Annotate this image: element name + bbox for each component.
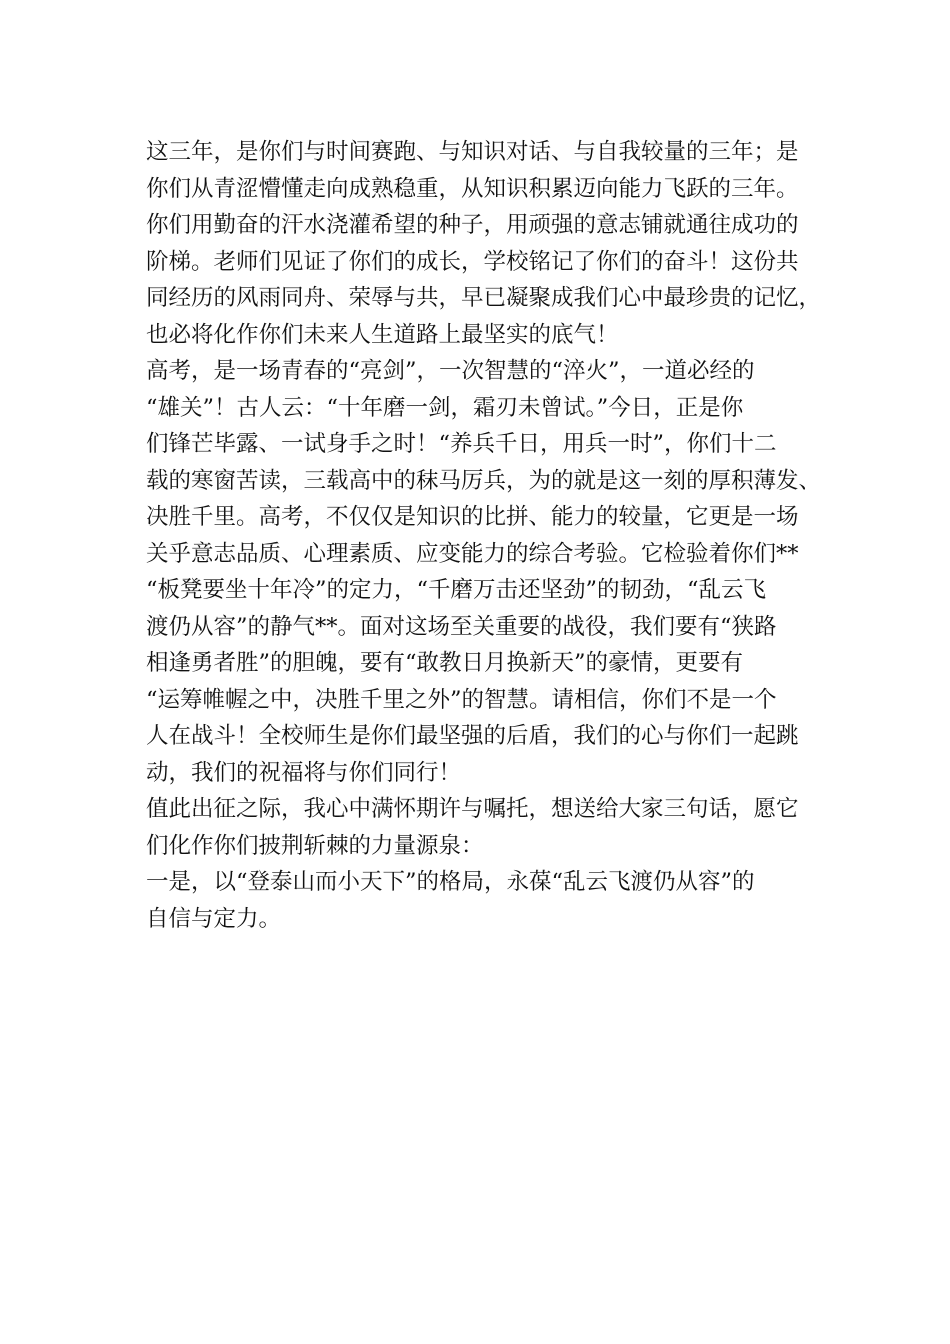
text-line: 渡仍从容”的静气**。面对这场至关重要的战役，我们要有“狭路 bbox=[146, 613, 777, 640]
document-body bbox=[146, 134, 822, 937]
text-line: 自信与定力。 bbox=[146, 905, 282, 932]
text-line: “板凳要坐十年冷”的定力，“千磨万击还坚劲”的韧劲，“乱云飞 bbox=[146, 577, 767, 603]
text-line: 们锋芒毕露、一试身手之时！“养兵千日，用兵一时”，你们十二 bbox=[146, 431, 777, 457]
text-line: 同经历的风雨同舟、荣辱与共，早已凝聚成我们心中最珍贵的记忆， bbox=[146, 285, 822, 311]
text-line: 高考，是一场青春的“亮剑”，一次智慧的“淬火”，一道必经的 bbox=[146, 358, 755, 384]
text-line: 值此出征之际，我心中满怀期许与嘱托，想送给大家三句话，愿它 bbox=[146, 796, 799, 822]
text-line: 你们从青涩懵懂走向成熟稳重，从知识积累迈向能力飞跃的三年。 bbox=[146, 175, 799, 202]
text-line: “运筹帷幄之中，决胜千里之外”的智慧。请相信，你们不是一个 bbox=[146, 686, 777, 713]
text-line: 相逢勇者胜”的胆魄，要有“敢教日月换新天”的豪情，更要有 bbox=[146, 650, 744, 676]
text-line: 关乎意志品质、心理素质、应变能力的综合考验。它检验着你们** bbox=[146, 540, 799, 567]
text-line: “雄关”！古人云：“十年磨一剑，霜刃未曾试。”今日，正是你 bbox=[146, 394, 744, 421]
text-line: 们化作你们披荆斩棘的力量源泉： bbox=[146, 832, 484, 859]
text-line: 载的寒窗苦读，三载高中的秣马厉兵，为的就是这一刻的厚积薄发、 bbox=[146, 467, 822, 494]
text-line: 也必将化作你们未来人生道路上最坚实的底气！ bbox=[146, 321, 619, 348]
text-line: 决胜千里。高考，不仅仅是知识的比拼、能力的较量，它更是一场 bbox=[146, 504, 799, 530]
text-line: 阶梯。老师们见证了你们的成长，学校铭记了你们的奋斗！这份共 bbox=[146, 248, 799, 275]
text-line: 人在战斗！全校师生是你们最坚强的后盾，我们的心与你们一起跳 bbox=[146, 723, 799, 749]
text-line: 动，我们的祝福将与你们同行！ bbox=[146, 759, 462, 786]
text-line: 一是，以“登泰山而小天下”的格局，永葆“乱云飞渡仍从容”的 bbox=[146, 869, 755, 895]
text-line: 这三年，是你们与时间赛跑、与知识对话、与自我较量的三年；是 bbox=[146, 139, 799, 165]
text-line: 你们用勤奋的汗水浇灌希望的种子，用顽强的意志铺就通往成功的 bbox=[146, 212, 799, 238]
